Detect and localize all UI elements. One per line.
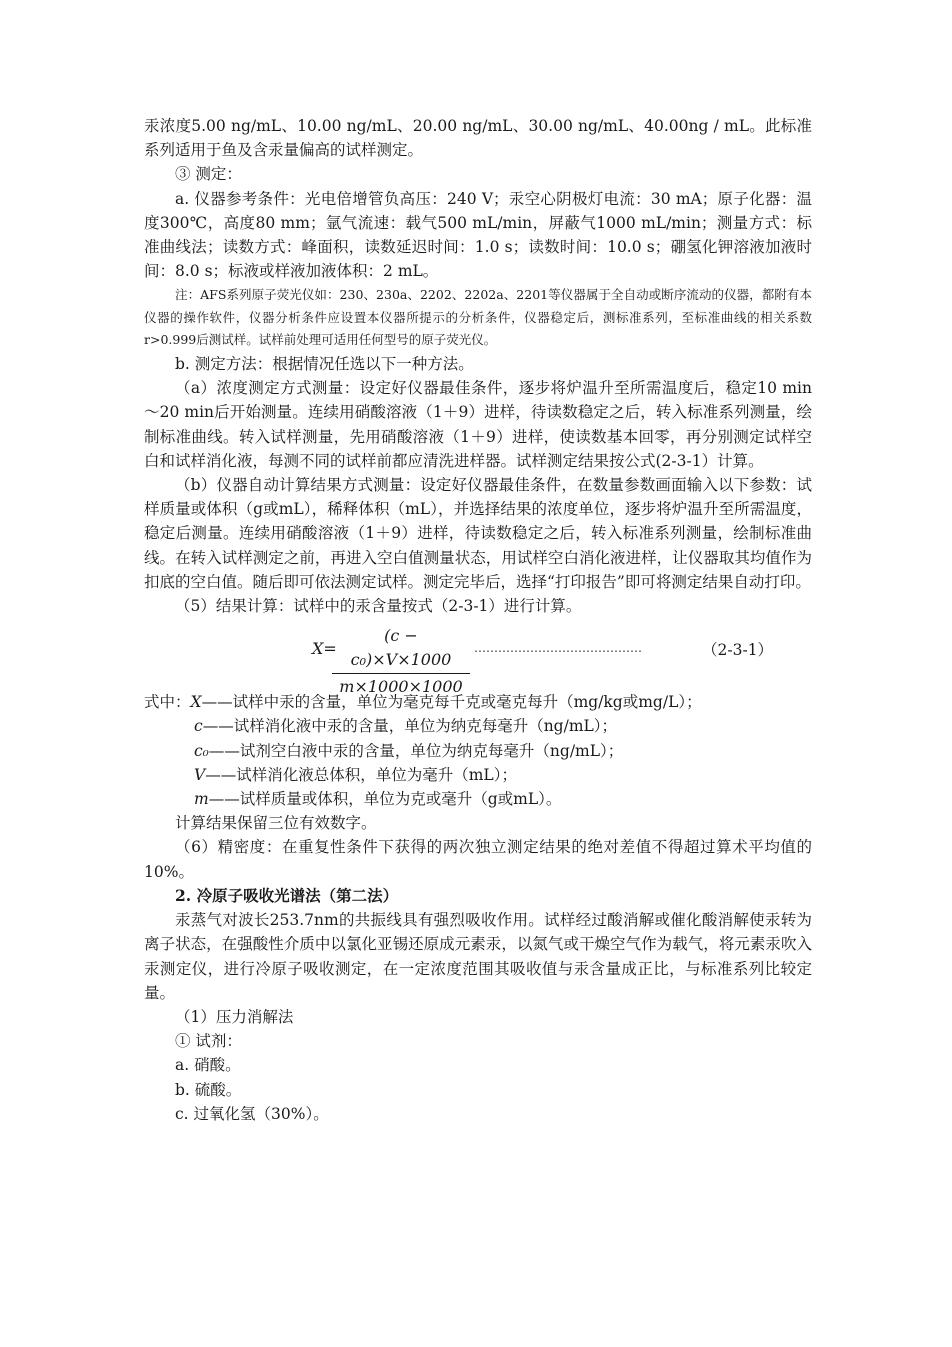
paragraph-method-b: （b）仪器自动计算结果方式测量：设定好仪器最佳条件，在数量参数画面输入以下参数：试样质量或体积（g或mL），稀释体积（mL），并选择结果的浓度单位，逐步将炉温升至所需温度，稳定后测量。连续用硝酸溶液（1＋9）进样，待读数稳定之后，转入标准系列测量，绘制标准曲线。在转入试样测定之前，再进入空白值测量状态，用试样空白消化液进样，让仪器取其均值作为扣底的空白值。随后即可依法测定试样。测定完毕后，选择“打印报告”即可将测定结果自动打印。 [144, 476, 812, 591]
definition-symbol: m [194, 790, 209, 809]
document-body [144, 114, 812, 1126]
paragraph-note: 注：AFS系列原子荧光仪如：230、230a、2202、2202a、2201等仪器属于全自动或断序流动的仪器，都附有本仪器的操作软件，仪器分析条件应设置本仪器所提示的分析条件，仪器稳定后，测标准系列，至标准曲线的相关系数r>0.999后测试样。试样前处理可适用任何型号的原子荧光仪。 [144, 287, 812, 347]
definition-row [144, 787, 812, 811]
definition-text: ——试剂空白液中汞的含量，单位为纳克每毫升（ng/mL）； [208, 741, 624, 760]
definitions-intro: 式中： [144, 693, 191, 712]
reagent-item: a. 硝酸。 [175, 1056, 241, 1075]
paragraph-principle: 汞蒸气对波长253.7nm的共振线具有强烈吸收作用。试样经过酸消解或催化酸消解使汞转为离子状态，在强酸性介质中以氯化亚锡还原成元素汞，以氮气或干燥空气作为载气，将元素汞吹入汞测定仪，进行冷原子吸收测定，在一定浓度范围其吸收值与汞含量成正比，与标准系列比较定量。 [144, 911, 812, 1002]
paragraph-precision: （6）精密度：在重复性条件下获得的两次独立测定结果的绝对差值不得超过算术平均值的10%。 [144, 838, 812, 881]
fraction-bar [332, 673, 470, 674]
formula-lhs: X= [312, 639, 337, 659]
step-measurement-heading: ③ 测定： [175, 165, 242, 184]
definition-symbol: X [190, 693, 202, 712]
paragraph-method-a: （a）浓度测定方式测量：设定好仪器最佳条件，逐步将炉温升至所需温度后，稳定10 min～20 min后开始测量。连续用硝酸溶液（1＋9）进样，待读数稳定之后，转入标准系列测量，绘制标准曲线。转入试样测量，先用硝酸溶液（1＋9）进样，使读数基本回零，再分别测定试样空白和试样消化液，每测不同的试样前都应清洗进样器。试样测定结果按公式(2-3-1）计算。 [144, 379, 812, 470]
paragraph-standard-series: 汞浓度5.00 ng/mL、10.00 ng/mL、20.00 ng/mL、30.00 ng/mL、40.00ng / mL。此标准系列适用于鱼及含汞量偏高的试样测定。 [144, 117, 812, 160]
definition-text: ——试样消化液中汞的含量，单位为纳克每毫升（ng/mL）； [202, 717, 618, 736]
definition-row [144, 763, 812, 787]
definition-symbol: V [194, 765, 206, 784]
definition-text: ——试样质量或体积，单位为克或毫升（g或mL）。 [208, 790, 562, 809]
definition-symbol: c [194, 717, 203, 736]
formula-2-3-1 [144, 624, 812, 697]
formula-numerator: (c − c₀)×V×1000 [350, 626, 452, 670]
paragraph-method-choice: b. 测定方法：根据情况任选以下一种方法。 [175, 355, 474, 374]
definition-row [144, 690, 812, 714]
paragraph-instrument-conditions: a. 仪器参考条件：光电倍增管负高压：240 V；汞空心阴极灯电流：30 mA；原子化器：温度300℃，高度80 mm；氩气流速：载气500 mL/min，屏蔽气1000 mL/min；测量方式：标准曲线法；读数方式：峰面积，读数延迟时间：1.0 s；读数时间：10.0 s；硼氢化钾溶液加液时间：8.0 s；标液或样液加液体积：2 mL。 [144, 189, 812, 281]
subsection-pressure-digestion: （1）压力消解法 [175, 1007, 294, 1026]
reagent-item: c. 过氧化氢（30%）。 [175, 1104, 329, 1123]
definition-text: ——试样消化液总体积，单位为毫升（mL）； [205, 765, 517, 784]
formula-fraction [332, 624, 470, 699]
formula-denominator: m×1000×1000 [339, 677, 463, 697]
formula-number: （2-3-1） [702, 641, 774, 660]
definition-text: ——试样中汞的含量，单位为毫克每千克或毫克每升（mg/kg或mg/L）； [201, 693, 702, 712]
section-heading-cold-vapor: 2. 冷原子吸收光谱法（第二法） [175, 885, 399, 905]
reagents-heading: ① 试剂： [175, 1032, 242, 1051]
definition-row [144, 714, 812, 738]
paragraph-sig-figs: 计算结果保留三位有效数字。 [175, 814, 377, 833]
variable-definitions [144, 690, 812, 811]
definition-symbol: c₀ [194, 741, 209, 760]
formula-leader-dots: …………………………………… [474, 641, 642, 656]
paragraph-result-calc: （5）结果计算：试样中的汞含量按式（2-3-1）进行计算。 [175, 597, 582, 616]
reagent-item: b. 硫酸。 [175, 1080, 242, 1099]
definition-row [144, 739, 812, 763]
